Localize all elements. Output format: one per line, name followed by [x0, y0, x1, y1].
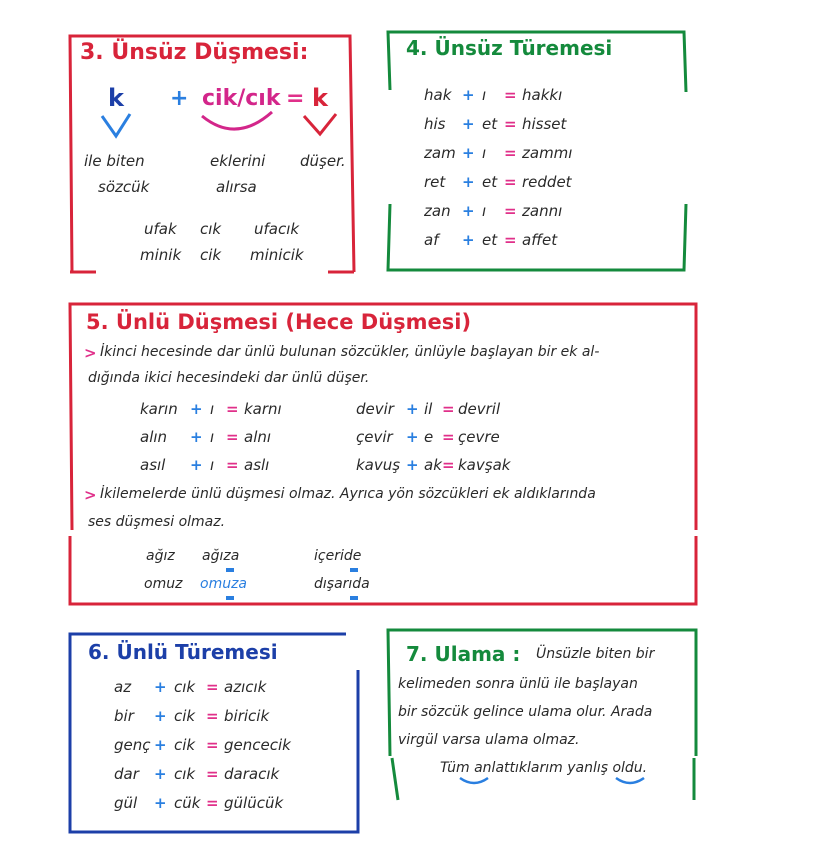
- box4-row4-suffix: et: [482, 173, 498, 191]
- box4-row1-root: hak: [424, 86, 452, 104]
- box4-row5-root: zan: [424, 202, 451, 220]
- ex-agiza: ağıza: [202, 548, 240, 564]
- box5-right-row2-plus: +: [406, 428, 419, 446]
- box5-right-row3-result: kavşak: [458, 456, 511, 474]
- box5-left-row2-plus: +: [190, 428, 203, 446]
- bullet1-line2: dığında ikici hecesindeki dar ünlü düşer.: [88, 370, 370, 386]
- box5-left-row2-root: alın: [140, 428, 168, 446]
- ex-omuza: omuza: [200, 576, 248, 592]
- box6-row1-equals: =: [206, 678, 219, 696]
- box5-left-row1-plus: +: [190, 400, 203, 418]
- box5-right-row3-equals: =: [442, 456, 455, 474]
- box6-row3-plus: +: [154, 736, 167, 754]
- box4-row4-result: reddet: [522, 173, 572, 191]
- ulama-line1: Ünsüzle biten bir: [536, 646, 655, 662]
- box5-left-row3-result: aslı: [244, 456, 270, 474]
- box7-title: 7. Ulama :: [406, 642, 521, 666]
- box6-row5-equals: =: [206, 794, 219, 812]
- box4-row4-root: ret: [424, 173, 446, 191]
- box6-row4-result: daracık: [224, 765, 280, 783]
- ex1-root: ufak: [144, 220, 177, 238]
- box6-row2-result: biricik: [224, 707, 270, 725]
- box5-left-row2-result: alnı: [244, 428, 272, 446]
- box-unlu-dusmesi: [66, 300, 702, 608]
- box6-row2-suffix: cik: [174, 707, 196, 725]
- bullet2-line2: ses düşmesi olmaz.: [88, 514, 226, 530]
- ulama-line2: kelimeden sonra ünlü ile başlayan: [398, 676, 638, 692]
- box4-row6-root: af: [424, 231, 439, 249]
- box4-row6-result: affet: [522, 231, 558, 249]
- formula-suffix: cik/cık: [202, 86, 281, 111]
- box4-row3-result: zammı: [522, 144, 573, 162]
- box-ulama: [384, 626, 700, 804]
- box4-row6-plus: +: [462, 231, 475, 249]
- box6-row5-plus: +: [154, 794, 167, 812]
- ulama-line4: virgül varsa ulama olmaz.: [398, 732, 580, 748]
- box6-row5-suffix: cük: [174, 794, 201, 812]
- ex1-suffix: cık: [200, 220, 222, 238]
- box6-row5-result: gülücük: [224, 794, 284, 812]
- formula-plus: +: [170, 86, 189, 111]
- ex-omuza-mark: [226, 596, 234, 600]
- ex-disarida: dışarıda: [314, 576, 370, 592]
- ex-iceride: içeride: [314, 548, 362, 564]
- box4-row2-equals: =: [504, 115, 517, 133]
- ex2-suffix: cik: [200, 246, 222, 264]
- box5-left-row3-equals: =: [226, 456, 239, 474]
- box6-row4-equals: =: [206, 765, 219, 783]
- ex2-result: minicik: [250, 246, 304, 264]
- box4-row2-suffix: et: [482, 115, 498, 133]
- box4-row6-equals: =: [504, 231, 517, 249]
- box5-right-row2-equals: =: [442, 428, 455, 446]
- box4-row2-root: his: [424, 115, 446, 133]
- box6-row3-result: gencecik: [224, 736, 291, 754]
- box4-row3-suffix: ı: [482, 144, 487, 162]
- box5-left-row2-equals: =: [226, 428, 239, 446]
- box5-right-row3-suffix: ak: [424, 456, 442, 474]
- box6-row1-root: az: [114, 678, 132, 696]
- box5-left-row1-root: karın: [140, 400, 178, 418]
- ulama-links: [384, 626, 700, 804]
- box6-title: 6. Ünlü Türemesi: [88, 640, 278, 664]
- box6-row3-root: genç: [114, 736, 151, 754]
- box4-row4-equals: =: [504, 173, 517, 191]
- ex-iceride-mark: [350, 568, 358, 572]
- box4-row1-result: hakkı: [522, 86, 563, 104]
- box6-row3-equals: =: [206, 736, 219, 754]
- box6-row1-plus: +: [154, 678, 167, 696]
- box6-row4-suffix: cık: [174, 765, 196, 783]
- formula-eq: =: [286, 86, 305, 111]
- ulama-line3: bir sözcük gelince ulama olur. Arada: [398, 704, 653, 720]
- box4-row5-plus: +: [462, 202, 475, 220]
- ex-agiza-mark: [226, 568, 234, 572]
- bullet-arrow-2: >: [84, 486, 97, 504]
- box4-row4-plus: +: [462, 173, 475, 191]
- box6-row2-equals: =: [206, 707, 219, 725]
- box4-row3-root: zam: [424, 144, 456, 162]
- label-ile-biten: ile biten: [84, 152, 145, 170]
- box5-left-row2-suffix: ı: [210, 428, 215, 446]
- box5-left-row1-suffix: ı: [210, 400, 215, 418]
- bullet1-line1: İkinci hecesinde dar ünlü bulunan sözcükler, ünlüyle başlayan bir ek al-: [100, 344, 600, 360]
- box3-title: 3. Ünsüz Düşmesi:: [80, 40, 309, 65]
- label-eklerini: eklerini: [210, 152, 266, 170]
- ex1-result: ufacık: [254, 220, 300, 238]
- box4-row6-suffix: et: [482, 231, 498, 249]
- label-sozcuk: sözcük: [98, 178, 150, 196]
- ex-disarida-mark: [350, 596, 358, 600]
- box5-right-row1-plus: +: [406, 400, 419, 418]
- box5-right-row2-suffix: e: [424, 428, 434, 446]
- box5-right-row2-root: çevir: [356, 428, 393, 446]
- box5-title: 5. Ünlü Düşmesi (Hece Düşmesi): [86, 310, 472, 334]
- box-unlu-turemesi: [66, 630, 366, 836]
- box5-right-row3-root: kavuş: [356, 456, 401, 474]
- box4-row2-result: hisset: [522, 115, 567, 133]
- box5-right-row3-plus: +: [406, 456, 419, 474]
- box4-row1-plus: +: [462, 86, 475, 104]
- box5-right-row1-root: devir: [356, 400, 394, 418]
- box6-row5-root: gül: [114, 794, 138, 812]
- box5-right-row1-equals: =: [442, 400, 455, 418]
- box4-row5-result: zannı: [522, 202, 563, 220]
- box4-title: 4. Ünsüz Türemesi: [406, 36, 613, 60]
- box6-row4-root: dar: [114, 765, 139, 783]
- box6-row3-suffix: cik: [174, 736, 196, 754]
- box4-row5-equals: =: [504, 202, 517, 220]
- box5-left-row3-root: asıl: [140, 456, 166, 474]
- box6-row1-result: azıcık: [224, 678, 267, 696]
- ex-agiz: ağız: [146, 548, 175, 564]
- formula-k2: k: [312, 84, 328, 112]
- box4-row2-plus: +: [462, 115, 475, 133]
- box6-row2-plus: +: [154, 707, 167, 725]
- box5-left-row1-result: karnı: [244, 400, 282, 418]
- box5-right-row1-result: devril: [458, 400, 501, 418]
- box4-row5-suffix: ı: [482, 202, 487, 220]
- box6-row4-plus: +: [154, 765, 167, 783]
- box4-row1-suffix: ı: [482, 86, 487, 104]
- bullet2-line1: İkilemelerde ünlü düşmesi olmaz. Ayrıca yön sözcükleri ek aldıklarında: [100, 486, 596, 502]
- box-unsuz-dusmesi: [66, 32, 358, 277]
- label-alirsa: alırsa: [216, 178, 257, 196]
- box4-row3-equals: =: [504, 144, 517, 162]
- box5-right-row2-result: çevre: [458, 428, 500, 446]
- box6-row1-suffix: cık: [174, 678, 196, 696]
- box5-left-row3-suffix: ı: [210, 456, 215, 474]
- ulama-example: Tüm anlattıklarım yanlış oldu.: [440, 760, 648, 776]
- ex-omuz: omuz: [144, 576, 183, 592]
- label-duser: düşer.: [300, 152, 346, 170]
- box-unsuz-turemesi: [384, 28, 690, 274]
- box4-row1-equals: =: [504, 86, 517, 104]
- box5-left-row1-equals: =: [226, 400, 239, 418]
- formula-k1: k: [108, 84, 124, 112]
- box4-row3-plus: +: [462, 144, 475, 162]
- box5-left-row3-plus: +: [190, 456, 203, 474]
- ex2-root: minik: [140, 246, 182, 264]
- bullet-arrow-1: >: [84, 344, 97, 362]
- box6-row2-root: bir: [114, 707, 134, 725]
- box5-right-row1-suffix: il: [424, 400, 433, 418]
